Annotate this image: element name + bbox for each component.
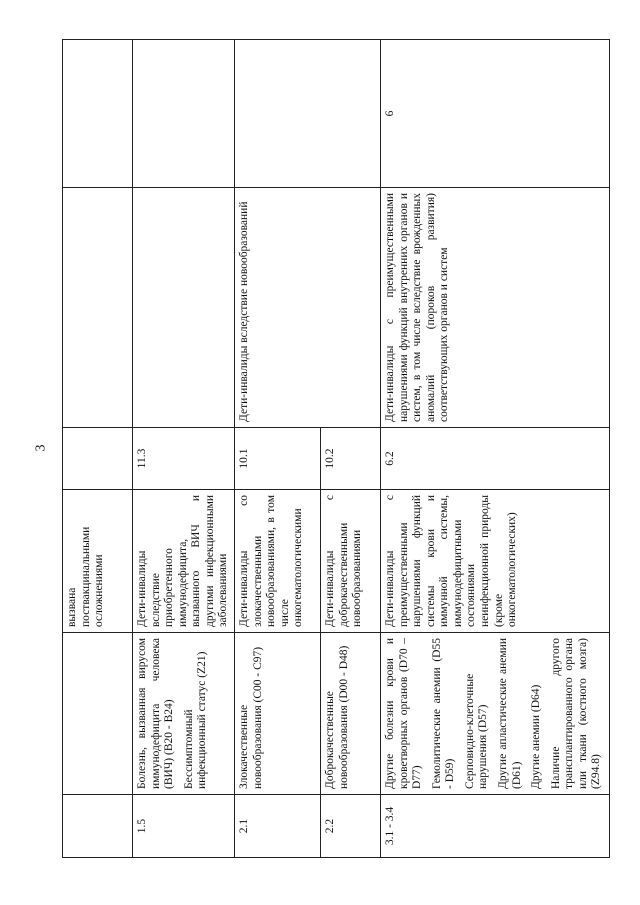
disease-item: Серповидно-клеточные нарушения (D57) [463, 673, 490, 789]
rotated-table-wrapper [62, 40, 610, 858]
disability-table [62, 39, 610, 858]
disease-cell [381, 633, 610, 795]
number-cell: 10.1 [235, 428, 321, 490]
indication-cell: Дети-инвалиды вследствие приобретенного иммунодефицита, вызванного ВИЧ и другими инфекционными заболеваниями [133, 490, 235, 633]
category-cell: Дети-инвалиды вследствие новообразований [235, 188, 381, 428]
col6-cell: 6 [381, 40, 610, 188]
disease-cell [133, 633, 235, 795]
code-cell: 1.5 [133, 795, 235, 858]
code-cell [63, 795, 133, 858]
category-cell [133, 188, 235, 428]
disease-item: Доброкачественные новообразования (D00 - D48) [324, 645, 350, 789]
disease-cell [235, 633, 321, 795]
disease-item: Другие болезни крови и кроветворных органов (D70 – D77) [384, 638, 424, 789]
disease-item: Бессимптомный инфекционный статус (Z21) [182, 651, 209, 789]
col6-cell [133, 40, 235, 188]
table-row [235, 40, 321, 858]
disease-item: Гемолитические анемии (D55 - D59) [430, 638, 457, 789]
indication-cell: Дети-инвалиды со злокачественными новообразованиями, в том числе онкогематологическими [235, 490, 321, 633]
disease-cell [321, 633, 381, 795]
number-cell [63, 428, 133, 490]
code-cell: 3.1 - 3.4 [381, 795, 610, 858]
indication-cell: Дети-инвалиды с доброкачественными новообразованиями [321, 490, 381, 633]
indication-cell: Дети-инвалиды с преимущественными нарушениями функций системы крови и иммунной системы, иммунодефицитными состояниями неинфекционной природы (кроме онкогематологических) [381, 490, 610, 633]
disease-cell [63, 633, 133, 795]
table-row [381, 40, 610, 858]
number-cell: 6.2 [381, 428, 610, 490]
page-number: 3 [33, 444, 49, 452]
disease-item: Другие анемии (D64) [530, 684, 543, 789]
disease-item: Болезнь, вызванная вирусом иммунодефицита человека (ВИЧ) (В20 - В24) [136, 638, 176, 789]
code-cell: 2.2 [321, 795, 381, 858]
col6-cell [63, 40, 133, 188]
number-cell: 11.3 [133, 428, 235, 490]
number-cell: 10.2 [321, 428, 381, 490]
disease-item: Наличие другого трансплантированного органа или ткани (костного мозга) (Z94.8) [549, 638, 603, 789]
disease-item: Другие апластические анемии (D61) [496, 638, 523, 789]
indication-cell: вызвана поствакцинальными осложнениями [63, 490, 133, 633]
col6-cell [235, 40, 381, 188]
category-cell [63, 188, 133, 428]
code-cell: 2.1 [235, 795, 321, 858]
disease-item: Злокачественные новообразования (С00 - С97) [238, 646, 264, 789]
table-row [133, 40, 235, 858]
category-cell: Дети-инвалиды с преимущественными нарушениями функций внутренних органов и систем, в том числе вследствие врожденных аномалий (пороков развития) соответствующих органов и систем [381, 188, 610, 428]
table-row [63, 40, 133, 858]
